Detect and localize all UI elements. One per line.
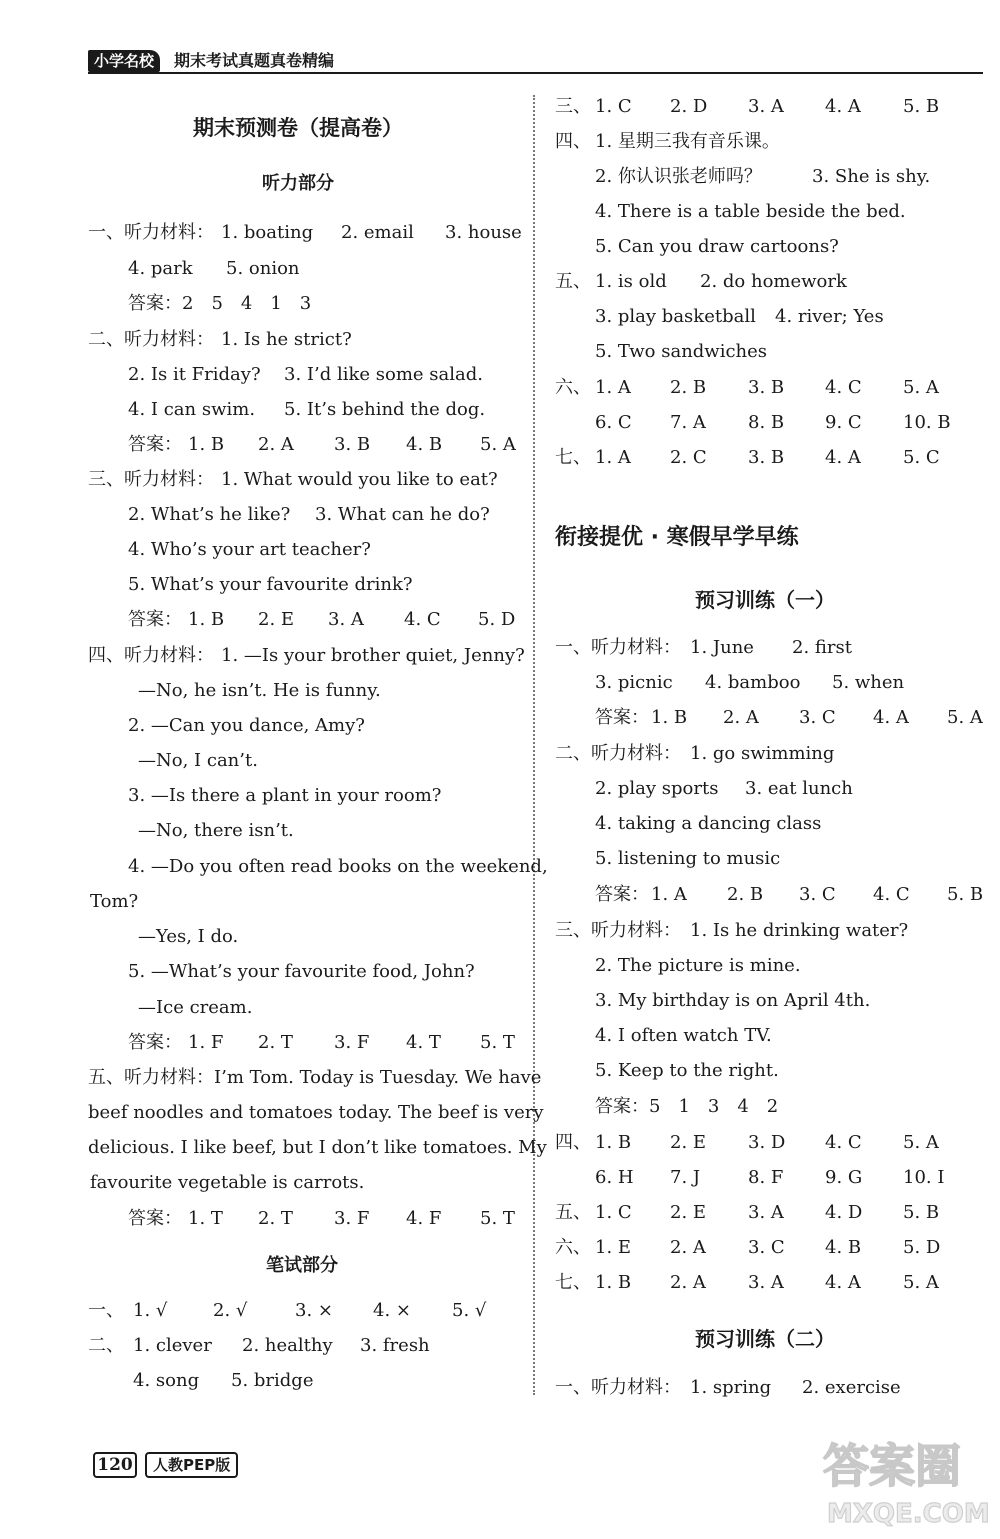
watermark-logo-icon bbox=[815, 1420, 990, 1530]
answer: 5. A bbox=[947, 707, 983, 728]
column-divider bbox=[533, 95, 535, 1395]
answer: 5. √ bbox=[452, 1300, 487, 1321]
answer: 1. is old bbox=[595, 271, 667, 292]
answer: 3. B bbox=[748, 377, 785, 398]
answer: 5. A bbox=[903, 1272, 939, 1293]
item: 3. picnic bbox=[595, 672, 673, 693]
answer: 1. C bbox=[595, 1202, 632, 1223]
answer: 2. A bbox=[670, 1272, 706, 1293]
section-label: 六、 bbox=[555, 377, 591, 398]
answer: 8. B bbox=[748, 412, 785, 433]
watermark-bottom-text: MXQE.COM bbox=[827, 1499, 990, 1529]
item: 5. What’s your favourite drink? bbox=[128, 574, 413, 595]
answer: 2. E bbox=[670, 1202, 707, 1223]
item: 4. park bbox=[128, 258, 193, 279]
answer: 1. A bbox=[595, 447, 631, 468]
item: 5. when bbox=[832, 672, 905, 693]
answer: 1. B bbox=[188, 434, 225, 455]
answer: 1. 星期三我有音乐课。 bbox=[595, 131, 780, 152]
section-label: 五、 bbox=[555, 271, 591, 292]
item: 3. I’d like some salad. bbox=[284, 364, 483, 385]
dialogue-line: —Yes, I do. bbox=[138, 926, 239, 947]
item: 2. Is it Friday? bbox=[128, 364, 261, 385]
answer-label: 答案： bbox=[128, 1208, 182, 1229]
header-rule bbox=[88, 72, 983, 74]
exam-title: 期末预测卷（提高卷） bbox=[193, 116, 403, 140]
answer: 3. × bbox=[295, 1300, 333, 1321]
page-number: 120 bbox=[93, 1452, 137, 1478]
dialogue-line: —No, there isn’t. bbox=[138, 820, 294, 841]
answer: 1. E bbox=[595, 1237, 632, 1258]
item: 2. What’s he like? bbox=[128, 504, 291, 525]
item: 3. My birthday is on April 4th. bbox=[595, 990, 871, 1011]
item: 2. email bbox=[341, 222, 414, 243]
answer: 4. song bbox=[133, 1370, 200, 1391]
site-watermark bbox=[815, 1420, 990, 1530]
answer: 4. B bbox=[406, 434, 443, 455]
answer: 3. fresh bbox=[360, 1335, 430, 1356]
section-label: 四、听力材料： bbox=[88, 645, 214, 666]
item: 5. listening to music bbox=[595, 848, 781, 869]
answer: 7. J bbox=[670, 1167, 701, 1188]
section-label: 五、 bbox=[555, 1202, 591, 1223]
answer: 9. G bbox=[825, 1167, 863, 1188]
item: 4. Who’s your art teacher? bbox=[128, 539, 371, 560]
dialogue-line: 3. —Is there a plant in your room? bbox=[128, 785, 442, 806]
section-label: 四、 bbox=[555, 131, 591, 152]
answer-line: 答案：2 5 4 1 3 bbox=[128, 293, 312, 314]
item: 3. house bbox=[445, 222, 522, 243]
section-label: 一、听力材料： bbox=[88, 222, 214, 243]
answer: 1. B bbox=[651, 707, 688, 728]
answer: 4. A bbox=[825, 96, 861, 117]
item: 2. play sports bbox=[595, 778, 719, 799]
answer: 3. She is shy. bbox=[812, 166, 931, 187]
answer: 1. T bbox=[188, 1208, 223, 1229]
section-label: 二、 bbox=[88, 1335, 124, 1356]
answer: 4. × bbox=[373, 1300, 411, 1321]
passage-line: favourite vegetable is carrots. bbox=[90, 1172, 365, 1193]
answer: 3. C bbox=[799, 707, 836, 728]
answer-label: 答案： bbox=[128, 1032, 182, 1053]
answer: 3. B bbox=[748, 447, 785, 468]
item: 1. go swimming bbox=[690, 743, 835, 764]
section-label: 四、 bbox=[555, 1132, 591, 1153]
answer: 9. C bbox=[825, 412, 862, 433]
dialogue-line: 4. —Do you often read books on the weekend, bbox=[128, 856, 548, 877]
answer: 5. bridge bbox=[231, 1370, 314, 1391]
item: 5. It’s behind the dog. bbox=[284, 399, 486, 420]
section-label: 二、听力材料： bbox=[88, 329, 214, 350]
answer: 5. B bbox=[903, 96, 940, 117]
item: 2. The picture is mine. bbox=[595, 955, 801, 976]
answer: 4. C bbox=[825, 1132, 862, 1153]
answer: 2. T bbox=[258, 1032, 293, 1053]
answer: 1. √ bbox=[133, 1300, 168, 1321]
answer: 4. T bbox=[406, 1032, 441, 1053]
answer: 5. B bbox=[947, 884, 984, 905]
item: 1. What would you like to eat? bbox=[221, 469, 498, 490]
answer: 4. C bbox=[825, 377, 862, 398]
item: 1. boating bbox=[221, 222, 314, 243]
answer: 5. A bbox=[903, 1132, 939, 1153]
item: 5. onion bbox=[226, 258, 300, 279]
answer: 4. river; Yes bbox=[775, 306, 884, 327]
answer: 3. F bbox=[334, 1032, 370, 1053]
answer-label: 答案： bbox=[128, 434, 182, 455]
answer: 3. D bbox=[748, 1132, 786, 1153]
answer: 4. A bbox=[825, 447, 861, 468]
edition-badge: 人教PEP版 bbox=[145, 1452, 238, 1478]
section-label: 六、 bbox=[555, 1237, 591, 1258]
answer: 2. E bbox=[258, 609, 295, 630]
preview-1-title: 预习训练（一） bbox=[695, 588, 835, 612]
section-label: 三、 bbox=[555, 96, 591, 117]
item: 2. first bbox=[792, 637, 852, 658]
answer: 2. A bbox=[670, 1237, 706, 1258]
answer-label: 答案： bbox=[128, 609, 182, 630]
answer: 1. A bbox=[595, 377, 631, 398]
preview-2-title: 预习训练（二） bbox=[695, 1327, 835, 1351]
answer: 2. A bbox=[258, 434, 294, 455]
section-label: 三、听力材料： bbox=[88, 469, 214, 490]
answer: 5. Two sandwiches bbox=[595, 341, 768, 362]
section-label: 七、 bbox=[555, 447, 591, 468]
section-label: 二、听力材料： bbox=[555, 743, 681, 764]
answer: 5. B bbox=[903, 1202, 940, 1223]
item: 5. Keep to the right. bbox=[595, 1060, 779, 1081]
written-heading: 笔试部分 bbox=[266, 1255, 338, 1276]
answer: 2. healthy bbox=[242, 1335, 333, 1356]
answer: 4. D bbox=[825, 1202, 863, 1223]
item: 2. exercise bbox=[802, 1377, 901, 1398]
item: 3. eat lunch bbox=[745, 778, 853, 799]
dialogue-line: 1. —Is your brother quiet, Jenny? bbox=[221, 645, 525, 666]
answer: 4. B bbox=[825, 1237, 862, 1258]
answer-label: 答案： bbox=[595, 707, 649, 728]
watermark-top-text: 答案圈 bbox=[823, 1439, 961, 1493]
answer: 5. D bbox=[478, 609, 516, 630]
item: 4. I often watch TV. bbox=[595, 1025, 772, 1046]
answer: 4. F bbox=[406, 1208, 442, 1229]
answer: 2. B bbox=[727, 884, 764, 905]
answer: 2. E bbox=[670, 1132, 707, 1153]
answer: 2. D bbox=[670, 96, 708, 117]
answer-label: 答案： bbox=[595, 884, 649, 905]
answer: 2. √ bbox=[213, 1300, 248, 1321]
section-label: 一、听力材料： bbox=[555, 637, 681, 658]
answer: 1. F bbox=[188, 1032, 224, 1053]
answer: 3. C bbox=[799, 884, 836, 905]
answer: 3. play basketball bbox=[595, 306, 756, 327]
passage-line: delicious. I like beef, but I don’t like tomatoes. My bbox=[88, 1137, 547, 1158]
item: 4. I can swim. bbox=[128, 399, 256, 420]
answer: 1. A bbox=[651, 884, 687, 905]
answer: 3. A bbox=[328, 609, 364, 630]
dialogue-line: —No, I can’t. bbox=[138, 750, 258, 771]
item: 4. taking a dancing class bbox=[595, 813, 822, 834]
answer: 1. B bbox=[595, 1132, 632, 1153]
answer: 2. A bbox=[723, 707, 759, 728]
answer: 8. F bbox=[748, 1167, 784, 1188]
dialogue-line: 5. —What’s your favourite food, John? bbox=[128, 961, 475, 982]
answer: 5. A bbox=[480, 434, 516, 455]
item: 1. spring bbox=[690, 1377, 772, 1398]
answer: 3. A bbox=[748, 96, 784, 117]
answer: 6. C bbox=[595, 412, 632, 433]
answer: 2. T bbox=[258, 1208, 293, 1229]
answer: 2. 你认识张老师吗？ bbox=[595, 166, 762, 187]
answer: 4. A bbox=[825, 1272, 861, 1293]
answer: 1. C bbox=[595, 96, 632, 117]
answer: 5. A bbox=[903, 377, 939, 398]
answer: 5. T bbox=[480, 1208, 515, 1229]
dialogue-line: 2. —Can you dance, Amy? bbox=[128, 715, 365, 736]
item: 3. What can he do? bbox=[315, 504, 490, 525]
answer: 2. B bbox=[670, 377, 707, 398]
answer: 4. A bbox=[873, 707, 909, 728]
item: 1. Is he drinking water? bbox=[690, 920, 909, 941]
section-label: 七、 bbox=[555, 1272, 591, 1293]
answer: 4. C bbox=[404, 609, 441, 630]
answer: 3. F bbox=[334, 1208, 370, 1229]
answer: 10. I bbox=[903, 1167, 945, 1188]
answer: 2. do homework bbox=[700, 271, 847, 292]
answer: 5. T bbox=[480, 1032, 515, 1053]
answer: 5. Can you draw cartoons? bbox=[595, 236, 839, 257]
dialogue-line: —No, he isn’t. He is funny. bbox=[138, 680, 381, 701]
section-label: 一、听力材料： bbox=[555, 1377, 681, 1398]
answer: 2. C bbox=[670, 447, 707, 468]
listening-heading: 听力部分 bbox=[262, 173, 334, 194]
passage-line: 五、听力材料：I’m Tom. Today is Tuesday. We have bbox=[88, 1067, 542, 1088]
item: 1. Is he strict? bbox=[221, 329, 352, 350]
answer: 5. C bbox=[903, 447, 940, 468]
answer: 7. A bbox=[670, 412, 706, 433]
item: 1. June bbox=[690, 637, 754, 658]
item: 4. bamboo bbox=[705, 672, 801, 693]
answer: 1. B bbox=[595, 1272, 632, 1293]
answer: 6. H bbox=[595, 1167, 634, 1188]
answer: 10. B bbox=[903, 412, 951, 433]
passage-line: beef noodles and tomatoes today. The beef is very bbox=[88, 1102, 544, 1123]
section-title: 衔接提优 · 寒假早学早练 bbox=[555, 525, 799, 550]
answer: 3. C bbox=[748, 1237, 785, 1258]
running-header bbox=[88, 50, 983, 74]
section-label: 一、 bbox=[88, 1300, 124, 1321]
book-title: 期末考试真题真卷精编 bbox=[174, 51, 335, 70]
dialogue-line: —Ice cream. bbox=[138, 997, 253, 1018]
answer: 4. C bbox=[873, 884, 910, 905]
answer: 4. There is a table beside the bed. bbox=[595, 201, 906, 222]
answer: 3. A bbox=[748, 1272, 784, 1293]
answer: 1. B bbox=[188, 609, 225, 630]
answer-line: 答案：5 1 3 4 2 bbox=[595, 1096, 779, 1117]
answer: 1. clever bbox=[133, 1335, 212, 1356]
section-label: 三、听力材料： bbox=[555, 920, 681, 941]
answer: 5. D bbox=[903, 1237, 941, 1258]
series-brand-badge: 小学名校 bbox=[88, 50, 160, 72]
dialogue-line: Tom? bbox=[90, 891, 139, 912]
answer: 3. A bbox=[748, 1202, 784, 1223]
answer: 3. B bbox=[334, 434, 371, 455]
